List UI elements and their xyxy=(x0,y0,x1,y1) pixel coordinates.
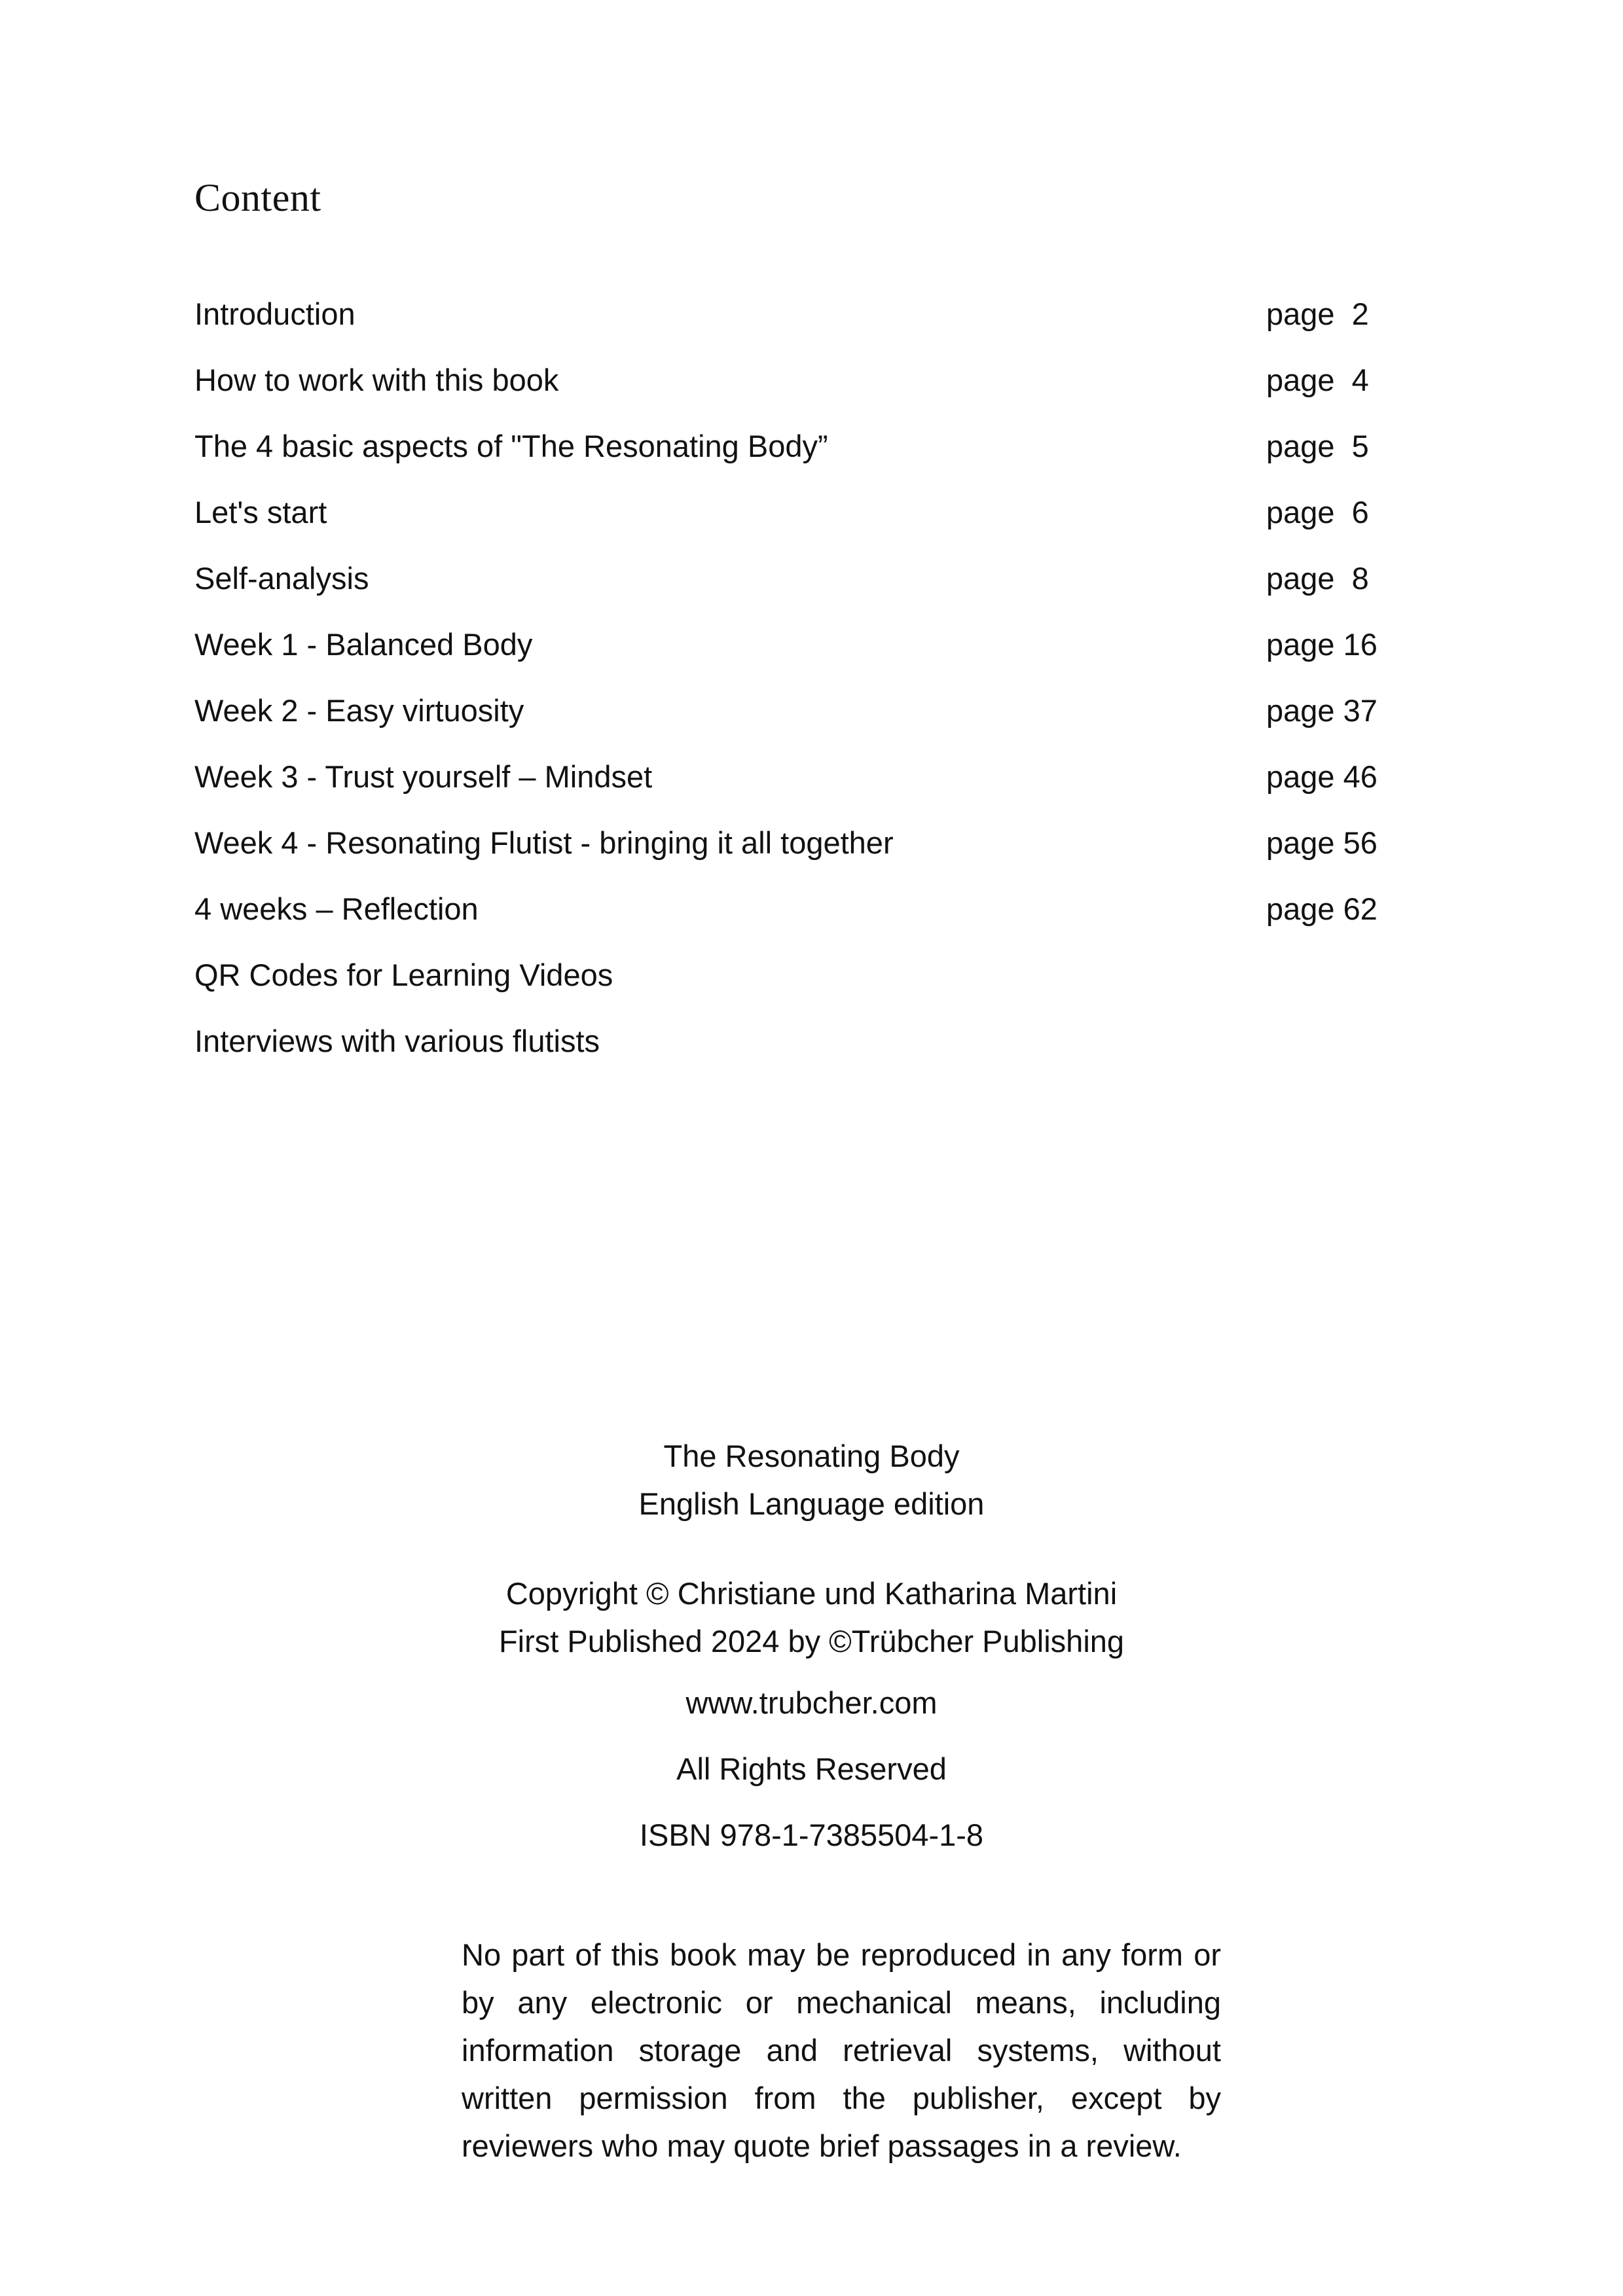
toc-entry-week-1 xyxy=(194,625,1386,691)
rights-line: All Rights Reserved xyxy=(676,1751,947,1786)
imprint-copyright-block xyxy=(0,1570,1623,1665)
toc-entry-week-4 xyxy=(194,823,1386,889)
page-title: Content xyxy=(194,176,321,219)
toc-entry-title: Interviews with various flutists xyxy=(194,1024,600,1058)
toc-entry-page: page 8 xyxy=(1266,561,1369,596)
toc-entry-title: Week 4 - Resonating Flutist - bringing it all together xyxy=(194,825,894,860)
toc-entry-page: page 37 xyxy=(1266,693,1377,728)
toc-entry-page: page 16 xyxy=(1266,627,1377,662)
isbn-line: ISBN 978-1-7385504-1-8 xyxy=(639,1818,984,1852)
copyright-line: Copyright © Christiane und Katharina Martini xyxy=(505,1576,1118,1611)
publisher-website: www.trubcher.com xyxy=(685,1685,938,1720)
toc-entry-page: page 4 xyxy=(1266,363,1369,397)
edition-line: English Language edition xyxy=(638,1486,985,1521)
table-of-contents xyxy=(194,295,1386,1088)
toc-entry-interviews xyxy=(194,1022,1386,1088)
toc-entry-week-2 xyxy=(194,691,1386,757)
toc-entry-page: page 46 xyxy=(1266,759,1377,794)
toc-entry-page: page 2 xyxy=(1266,296,1369,331)
toc-entry-week-3 xyxy=(194,757,1386,823)
toc-entry-title: QR Codes for Learning Videos xyxy=(194,958,613,992)
toc-entry-self-analysis xyxy=(194,559,1386,625)
toc-entry-introduction xyxy=(194,295,1386,361)
toc-entry-title: Week 1 - Balanced Body xyxy=(194,627,533,662)
toc-entry-page: page 5 xyxy=(1266,429,1369,463)
toc-entry-title: 4 weeks – Reflection xyxy=(194,891,479,926)
first-published-line: First Published 2024 by ©Trübcher Publishing xyxy=(498,1624,1125,1659)
toc-entry-title: How to work with this book xyxy=(194,363,559,397)
toc-entry-title: Week 2 - Easy virtuosity xyxy=(194,693,524,728)
toc-entry-basic-aspects xyxy=(194,427,1386,493)
toc-entry-title: Let's start xyxy=(194,495,327,529)
toc-entry-page: page 6 xyxy=(1266,495,1369,529)
book-title: The Resonating Body xyxy=(663,1439,960,1473)
toc-entry-qr-codes xyxy=(194,956,1386,1022)
toc-entry-title: The 4 basic aspects of "The Resonating Body” xyxy=(194,429,828,463)
toc-entry-title: Week 3 - Trust yourself – Mindset xyxy=(194,759,653,794)
toc-entry-title: Introduction xyxy=(194,296,356,331)
toc-entry-how-to-work xyxy=(194,361,1386,427)
toc-entry-title: Self-analysis xyxy=(194,561,369,596)
copyright-notice: No part of this book may be reproduced in any form or by any electronic or mechanical means, including information storage and retrieval systems, without written permission from the publisher, except by reviewers who may quote brief passages in a review. xyxy=(462,1937,1221,2163)
toc-entry-lets-start xyxy=(194,493,1386,559)
imprint-title-block xyxy=(0,1432,1623,1528)
toc-entry-page: page 56 xyxy=(1266,825,1377,860)
toc-entry-page: page 62 xyxy=(1266,891,1377,926)
toc-entry-reflection xyxy=(194,889,1386,956)
